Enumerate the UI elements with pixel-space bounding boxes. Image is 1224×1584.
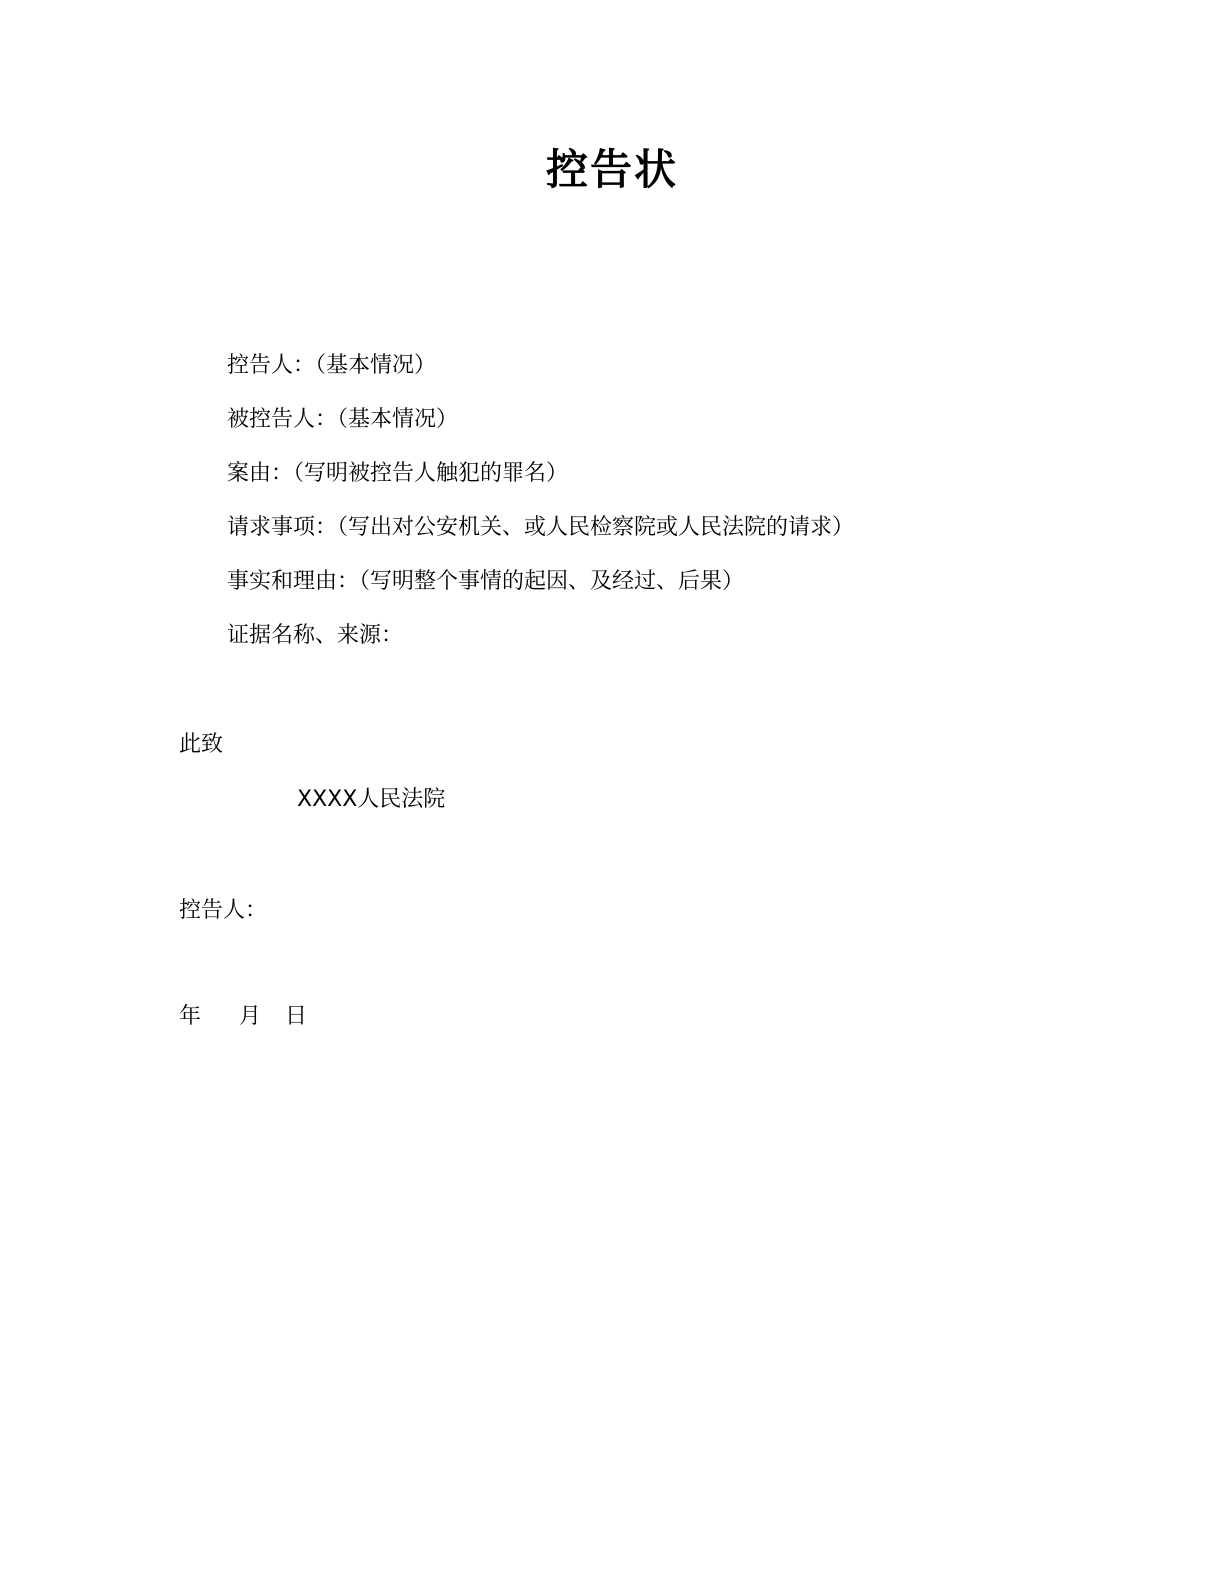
field-defendant: 被控告人：（基本情况）: [227, 407, 459, 432]
field-complainant: 控告人：（基本情况）: [227, 353, 437, 378]
document-title: 控告状: [545, 145, 678, 194]
field-facts-reasons: 事实和理由：（写明整个事情的起因、及经过、后果）: [227, 569, 745, 594]
salutation: 此致: [179, 732, 224, 757]
field-requests: 请求事项：（写出对公安机关、或人民检察院或人民法院的请求）: [227, 515, 855, 540]
recipient-court: XXXX人民法院: [297, 787, 446, 812]
field-cause: 案由：（写明被控告人触犯的罪名）: [227, 461, 569, 486]
date-day: 日: [285, 1004, 308, 1029]
date-month: 月: [239, 1004, 262, 1029]
field-evidence: 证据名称、来源：: [227, 623, 404, 648]
signature-label: 控告人：: [179, 898, 268, 923]
date-line: [179, 1002, 307, 1032]
date-year: 年: [179, 1004, 202, 1029]
